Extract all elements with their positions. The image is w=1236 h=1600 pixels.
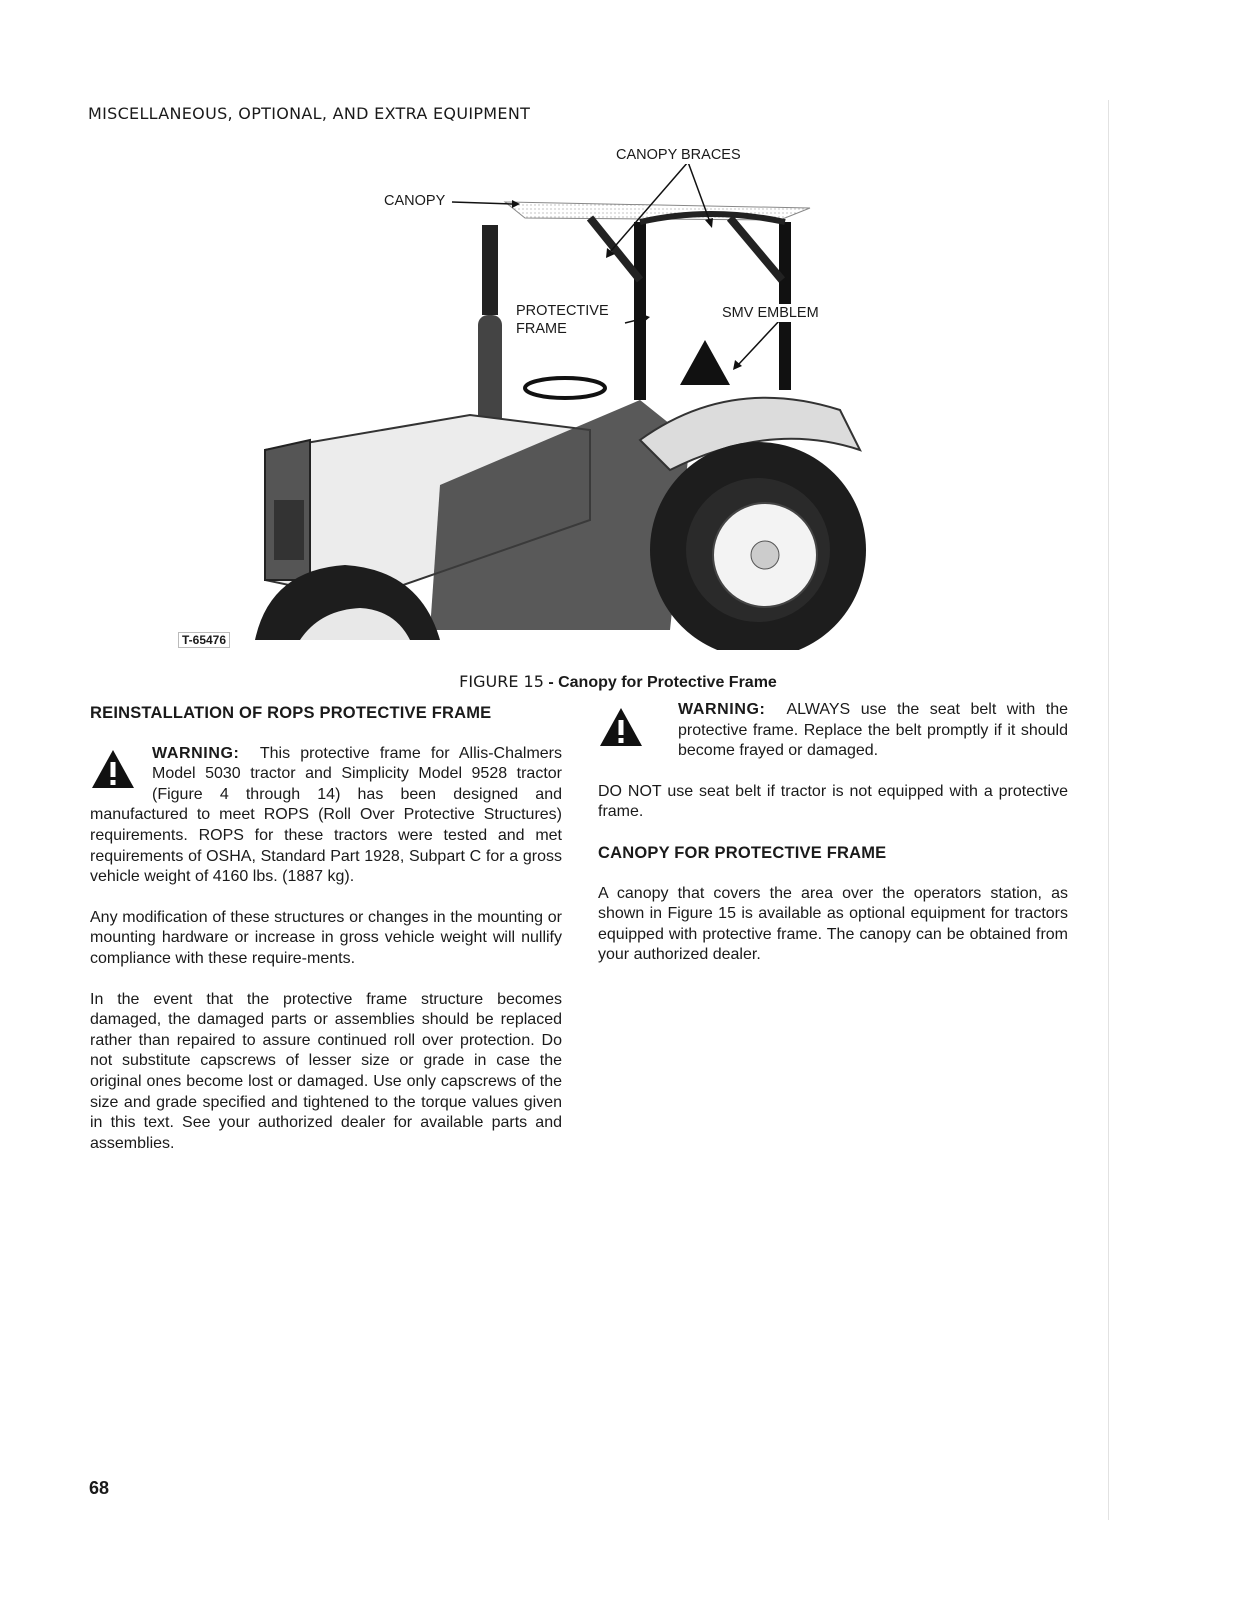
seatbelt-warning-block	[598, 700, 1068, 762]
figure-tractor-canopy	[170, 140, 870, 650]
page-header: MISCELLANEOUS, OPTIONAL, AND EXTRA EQUIPMENT	[88, 104, 531, 123]
rops-warning-word: WARNING:	[152, 744, 240, 762]
canopy-paragraph: A canopy that covers the area over the operators station, as shown in Figure 15 is available as optional equipment for tractors equipped with protective frame. The canopy can be obtained from your authorized dealer.	[598, 884, 1068, 964]
page-number: 68	[89, 1478, 110, 1498]
rops-paragraph-modification: Any modification of these structures or changes in the mounting or mounting hardware or increase in gross vehicle weight will nullify compliance with these require-ments.	[90, 908, 562, 967]
callout-protective-frame-line2: FRAME	[516, 321, 567, 337]
seatbelt-warning-text: ALWAYS use the seat belt with the protective frame. Replace the belt promptly if it should become frayed or damaged.	[678, 701, 1068, 760]
callout-protective-frame-line1: PROTECTIVE	[516, 303, 609, 319]
figure-caption-text: - Canopy for Protective Frame	[543, 674, 777, 691]
rops-warning-text: This protective frame for Allis-Chalmers Model 5030 tractor and Simplicity Model 9528 tractor (Figure 4 through 14) has been designed and manufactured to meet ROPS (Roll Over Protective Structures) requirements. ROPS for these tractors were tested and met requirements of OSHA, Standard Part 1928, Subpart C for a gross vehicle weight of 4160 lbs. (1887 kg).	[90, 744, 562, 886]
section-heading-rops: REINSTALLATION OF ROPS PROTECTIVE FRAME	[90, 704, 492, 722]
section-heading-canopy: CANOPY FOR PROTECTIVE FRAME	[598, 843, 887, 862]
right-column	[598, 700, 1068, 966]
photo-id: T-65476	[178, 632, 230, 648]
callout-arrows	[170, 140, 870, 650]
rops-paragraph-damage: In the event that the protective frame structure becomes damaged, the damaged parts or assemblies should be replaced rather than repaired to assure continued roll over protection. Do not substitute capscrews of lesser size or grade in case the original ones become lost or damaged. Use only capscrews of the size and grade specified and tightened to the torque values given in this text. See your authorized dealer for available parts and assemblies.	[90, 990, 562, 1152]
callout-protective-frame	[514, 302, 611, 338]
rops-warning-block	[90, 744, 562, 888]
callout-canopy: CANOPY	[384, 193, 446, 209]
warning-triangle-icon	[90, 748, 136, 790]
seatbelt-warning-word: WARNING:	[678, 701, 766, 718]
left-column	[90, 703, 562, 1154]
seatbelt-paragraph: DO NOT use seat belt if tractor is not equipped with a protective frame.	[598, 782, 1068, 821]
callout-smv-emblem: SMV EMBLEM	[722, 305, 819, 321]
figure-caption	[0, 672, 1236, 692]
callout-canopy-braces: CANOPY BRACES	[616, 147, 741, 163]
figure-caption-number: FIGURE 15	[459, 672, 544, 691]
page-edge-rule	[1108, 100, 1109, 1520]
warning-triangle-icon	[598, 706, 644, 748]
